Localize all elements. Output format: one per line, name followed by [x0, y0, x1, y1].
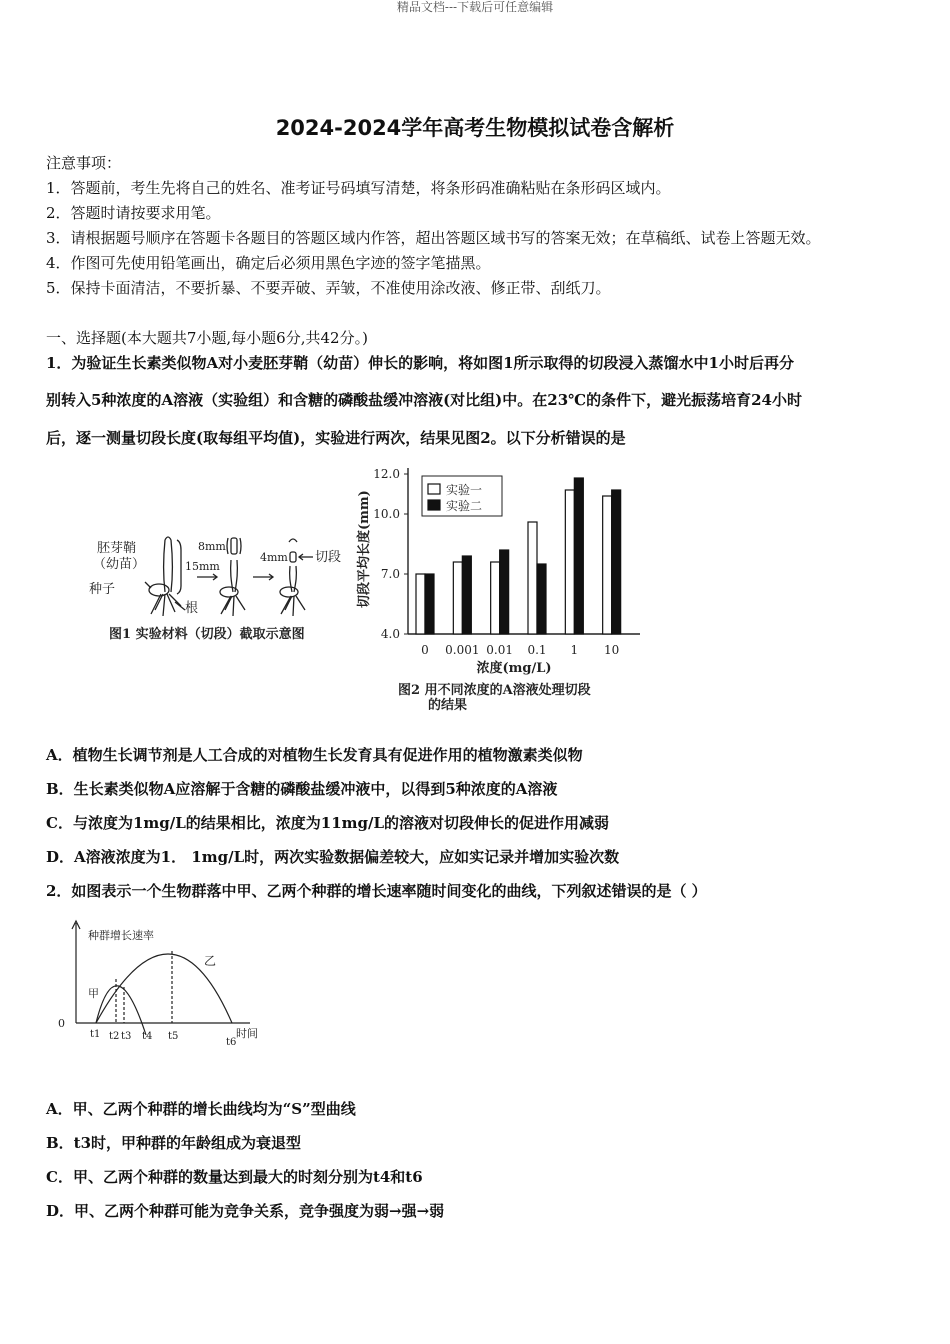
chart-y-tick-label: 4.0 — [380, 627, 400, 641]
fig1-label-seed: 种子 — [89, 582, 116, 597]
fig1-label-4mm: 4mm — [260, 551, 288, 564]
chart-bar — [528, 522, 537, 634]
notice-item: 1．答题前，考生先将自己的姓名、准考证号码填写清楚，将条形码准确粘贴在条形码区域内。 — [46, 179, 671, 197]
q2-fig-origin: 0 — [58, 1017, 65, 1030]
q2-fig-tick: t3 — [121, 1031, 132, 1042]
figure-2-bar-chart — [340, 458, 670, 716]
q2-stem: 2．如图表示一个生物群落中甲、乙两个种群的增长速率随时间变化的曲线，下列叙述错误的是（ ） — [46, 882, 707, 900]
notice-item: 3．请根据题号顺序在答题卡各题目的答题区域内作答，超出答题区域书写的答案无效；在草稿纸、试卷上答题无效。 — [46, 229, 821, 247]
q2-fig-tick: t4 — [142, 1031, 153, 1042]
fig1-label-root: 根 — [185, 601, 199, 616]
q2-fig-tick: t1 — [90, 1029, 101, 1040]
q1-option-a[interactable]: A．植物生长调节剂是人工合成的对植物生长发育具有促进作用的植物激素类似物 — [46, 746, 583, 764]
chart-bar — [453, 562, 462, 634]
q2-fig-ylabel: 种群增长速率 — [88, 929, 154, 942]
q2-option-d[interactable]: D．甲、乙两个种群可能为竞争关系，竞争强度为弱→强→弱 — [46, 1202, 445, 1220]
q2-option-b[interactable]: B．t3时，甲种群的年龄组成为衰退型 — [46, 1134, 302, 1152]
notice-item: 5．保持卡面清洁，不要折暴、不要弄破、弄皱，不准使用涂改液、修正带、刮纸刀。 — [46, 279, 611, 297]
q2-fig-tick: t6 — [226, 1037, 237, 1048]
chart-x-tick-label: 0 — [421, 643, 429, 657]
fig2-caption-line1: 图2 用不同浓度的A溶液处理切段 — [398, 683, 591, 698]
notice-item: 4．作图可先使用铅笔画出，确定后必须用黑色字迹的签字笔描黑。 — [46, 254, 491, 272]
q2-fig-xlabel: 时间 — [236, 1027, 258, 1040]
chart-bar — [491, 562, 500, 634]
chart-x-axis-label: 浓度(mg/L) — [476, 661, 552, 676]
chart-bar — [500, 550, 509, 634]
q1-option-c[interactable]: C．与浓度为1mg/L的结果相比，浓度为11mg/L的溶液对切段伸长的促进作用减弱 — [46, 814, 610, 832]
chart-bar — [603, 496, 612, 634]
document-title: 2024-2024学年高考生物模拟试卷含解析 — [275, 116, 675, 140]
fig1-label-15mm: 15mm — [185, 560, 220, 573]
chart-legend-swatch — [428, 484, 440, 494]
q1-option-b[interactable]: B．生长素类似物A应溶解于含糖的磷酸盐缓冲液中，以得到5种浓度的A溶液 — [46, 780, 558, 798]
chart-x-tick-label: 10 — [604, 643, 620, 657]
section-heading: 一、选择题(本大题共7小题,每小题6分,共42分。) — [46, 329, 368, 347]
q1-stem-line: 别转入5种浓度的A溶液（实验组）和含糖的磷酸盐缓冲溶液(对比组)中。在23℃的条件下，避光振荡培育24小时 — [46, 391, 802, 409]
chart-x-tick-label: 0.001 — [445, 643, 480, 657]
notice-heading: 注意事项： — [46, 154, 122, 172]
chart-y-tick-label: 10.0 — [373, 507, 400, 521]
chart-bar — [574, 478, 583, 634]
q2-option-a[interactable]: A．甲、乙两个种群的增长曲线均为“S”型曲线 — [46, 1100, 356, 1118]
q2-growth-rate-figure — [50, 915, 280, 1055]
q2-fig-tick: t2 — [109, 1031, 120, 1042]
q2-fig-curve-b: 乙 — [204, 954, 217, 968]
q1-stem-line: 1．为验证生长素类似物A对小麦胚芽鞘（幼苗）伸长的影响，将如图1所示取得的切段浸入蒸馏水中1小时后再分 — [46, 354, 794, 372]
notice-item: 2．答题时请按要求用笔。 — [46, 204, 221, 222]
fig1-label-seedling: （幼苗） — [93, 557, 146, 572]
fig2-caption-line2: 的结果 — [428, 698, 468, 713]
chart-y-tick-label: 7.0 — [380, 567, 400, 581]
q2-option-c[interactable]: C．甲、乙两个种群的数量达到最大的时刻分别为t4和t6 — [46, 1168, 423, 1186]
chart-x-tick-label: 0.01 — [486, 643, 514, 657]
fig1-label-coleoptile: 胚芽鞘 — [97, 541, 137, 556]
fig1-label-8mm: 8mm — [198, 540, 226, 553]
fig1-label-cut: 切段 — [315, 550, 342, 565]
chart-bar — [462, 556, 471, 634]
chart-x-tick-label: 0.1 — [527, 643, 547, 657]
chart-x-tick-label: 1 — [570, 643, 579, 657]
chart-y-axis-label: 切段平均长度(mm) — [357, 490, 372, 608]
page-header: 精品文档---下载后可任意编辑 — [396, 0, 554, 14]
q2-fig-tick: t5 — [168, 1031, 179, 1042]
q1-stem-line: 后，逐一测量切段长度(取每组平均值)，实验进行两次，结果见图2。以下分析错误的是 — [46, 429, 626, 447]
chart-legend-label: 实验一 — [446, 483, 483, 497]
q1-option-d[interactable]: D．A溶液浓度为1． 1mg/L时，两次实验数据偏差较大，应如实记录并增加实验次数 — [46, 848, 620, 866]
fig1-caption: 图1 实验材料（切段）截取示意图 — [109, 627, 305, 642]
chart-bar — [537, 564, 546, 634]
chart-bar — [416, 574, 425, 634]
figure-1-cutting-diagram — [85, 530, 355, 650]
chart-bar — [612, 490, 621, 634]
chart-bar — [565, 490, 574, 634]
chart-legend-swatch — [428, 500, 440, 510]
q2-fig-curve-a: 甲 — [88, 987, 99, 1000]
chart-bar — [425, 574, 434, 634]
chart-legend-label: 实验二 — [446, 499, 483, 513]
chart-y-tick-label: 12.0 — [373, 467, 400, 481]
